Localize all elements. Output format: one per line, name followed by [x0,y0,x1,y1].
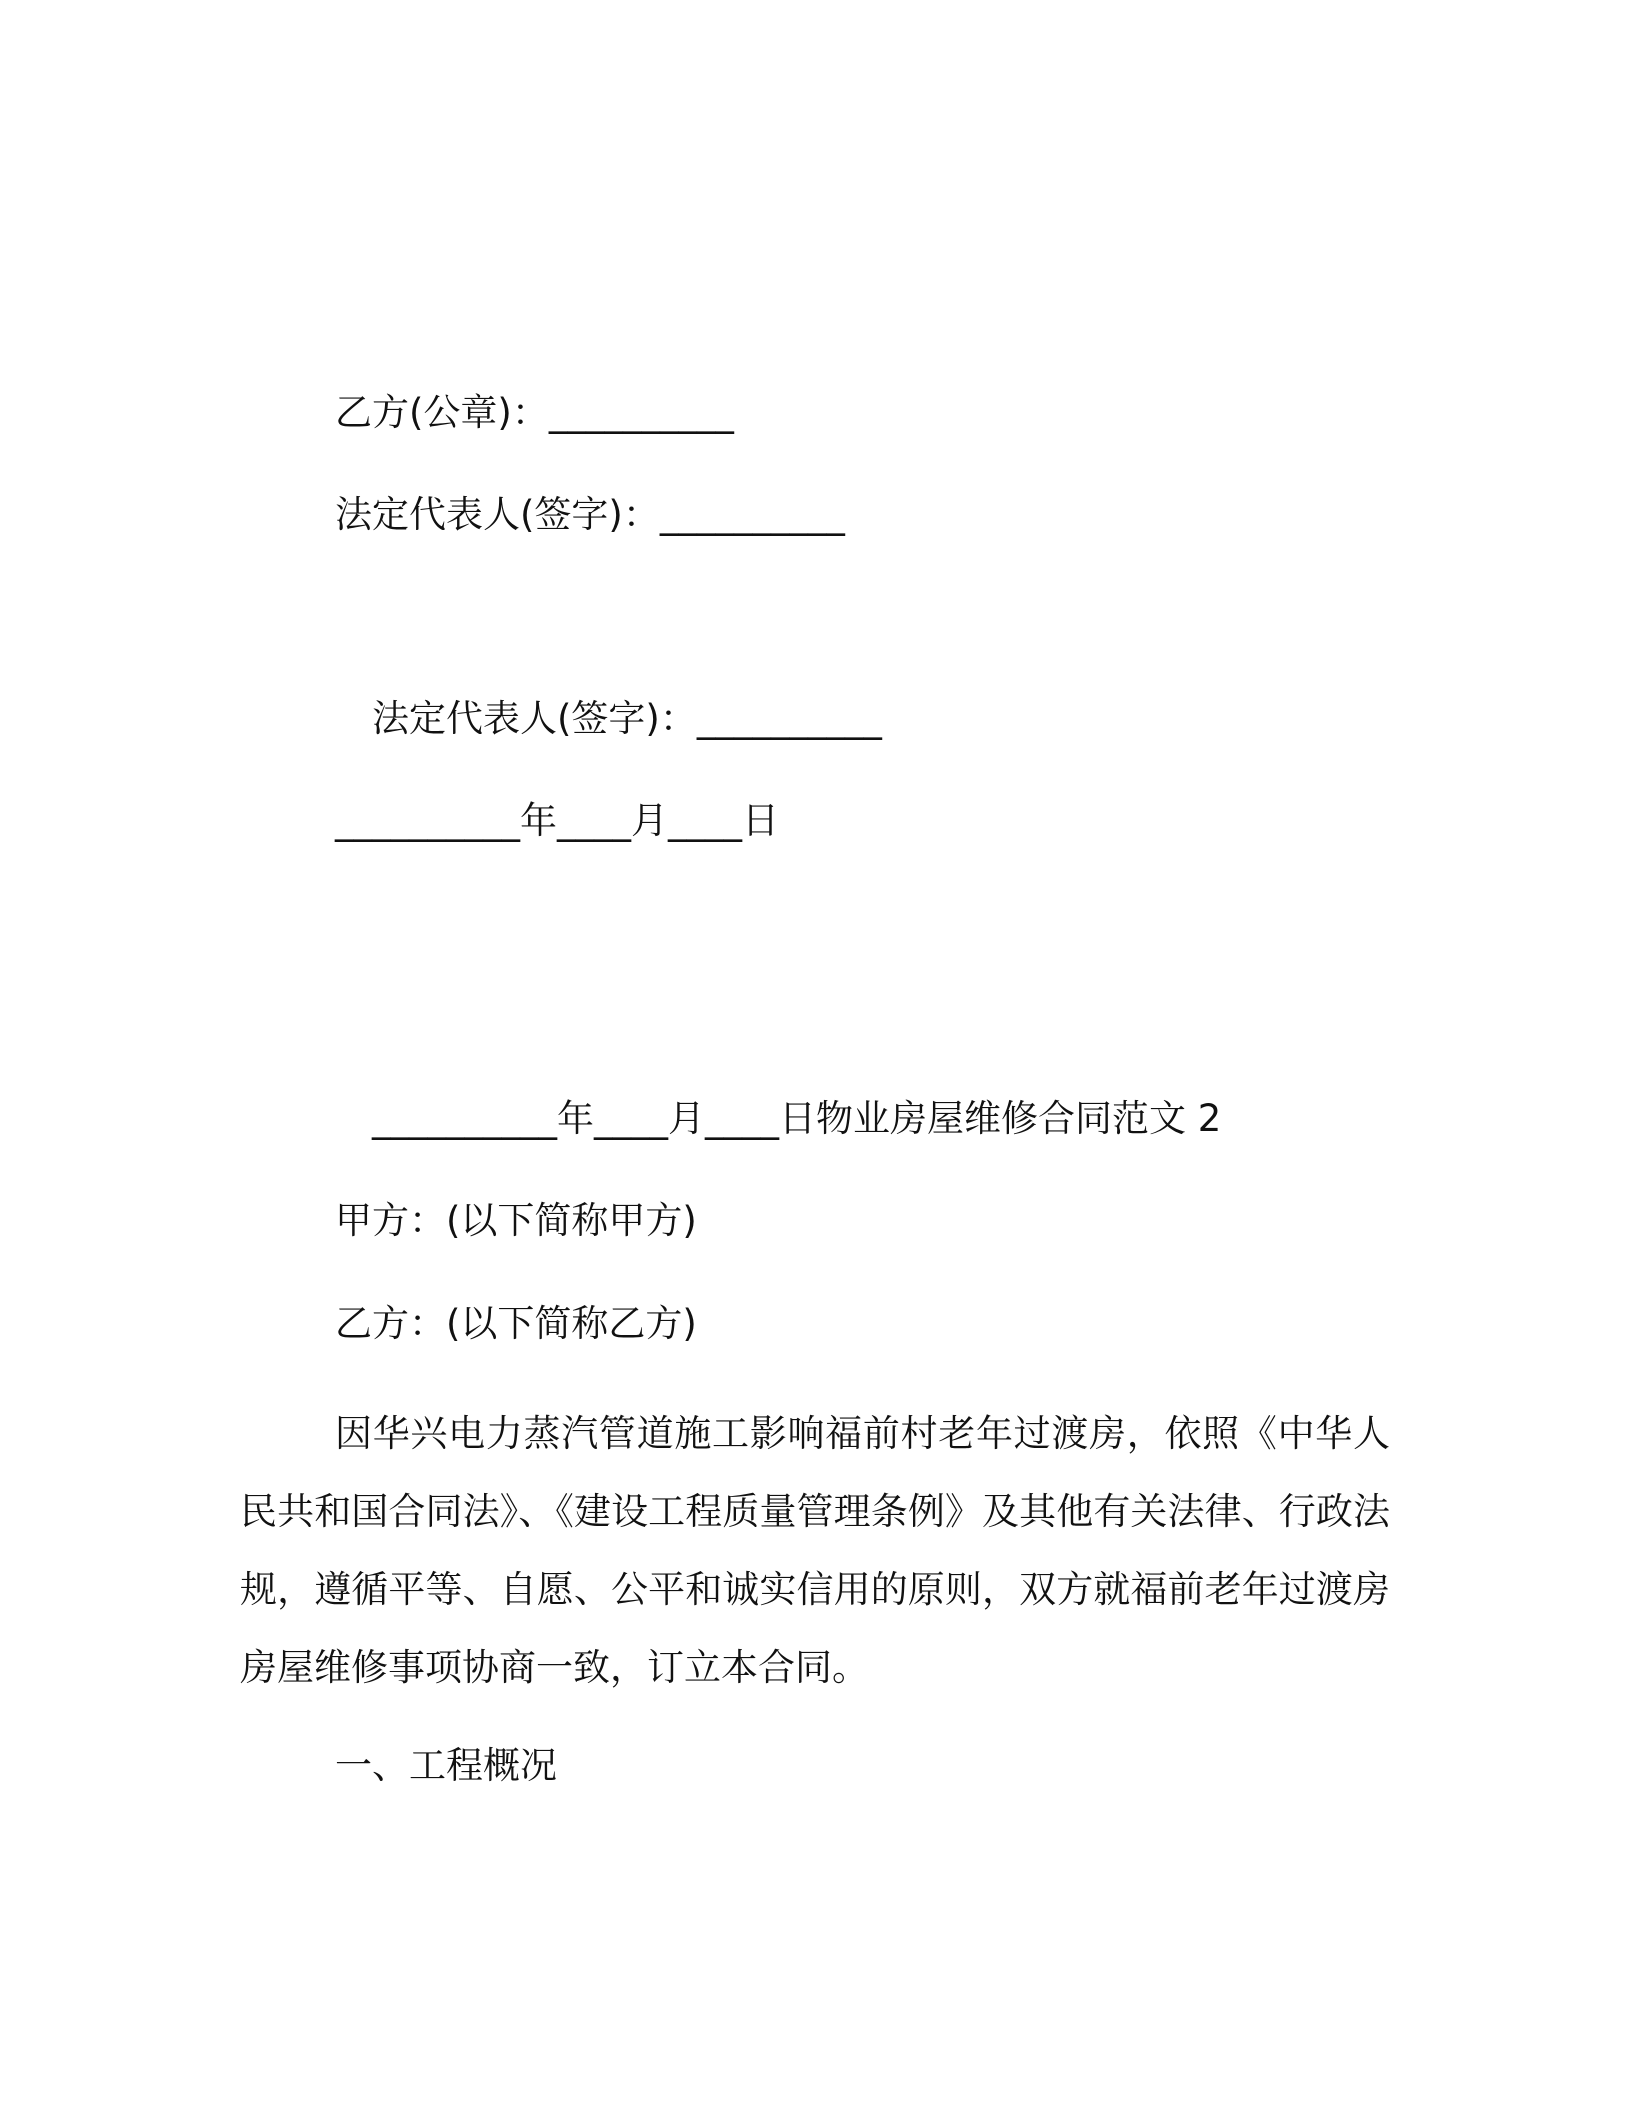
contract-title: __________年____月____日物业房屋维修合同范文 2 [372,1097,1222,1140]
intro-paragraph: 因华兴电力蒸汽管道施工影响福前村老年过渡房，依照《中华人民共和国合同法》、《建设工程质量管理条例》及其他有关法律、行政法规，遵循平等、自愿、公平和诚实信用的原则，双方就福前老年过渡房房屋维修事项协商一致，订立本合同。 [240,1412,1390,1689]
party-a-line: 甲方：(以下简称甲方) [335,1199,697,1242]
legal-representative-signature-line-2: 法定代表人(签字)：__________ [372,697,882,740]
section-heading-project-overview: 一、工程概况 [335,1744,557,1787]
party-b-seal-line: 乙方(公章)：__________ [335,391,734,434]
party-b-line: 乙方：(以下简称乙方) [335,1302,697,1345]
signature-date-line: __________年____月____日 [335,799,779,842]
legal-representative-signature-line: 法定代表人(签字)：__________ [335,493,845,536]
